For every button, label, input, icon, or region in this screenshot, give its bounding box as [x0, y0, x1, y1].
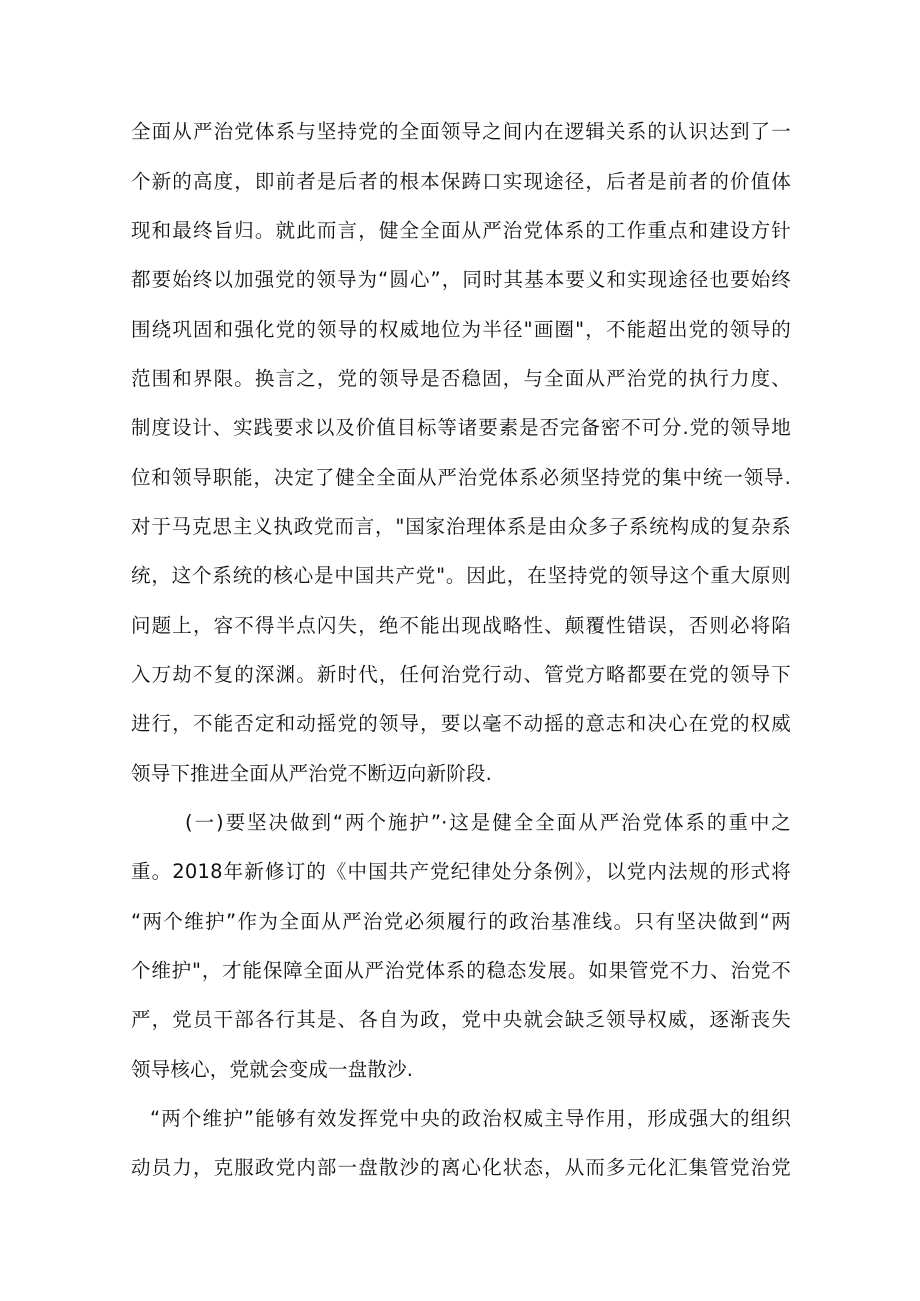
paragraph-line: 重。2018年新修订的《中国共产党纪律处分条例》，以党内法规的形式将 — [131, 860, 791, 883]
paragraph-line: 个新的高度，即前者是后者的根本保踌口实现途径，后者是前者的价值体 — [131, 170, 791, 193]
paragraph-line: 制度设计、实践要求以及价值目标等诸要素是否完备密不可分.党的领导地 — [131, 416, 791, 439]
paragraph-line: 严，党员干部各行其是、各自为政，党中央就会缺乏领导权威，逐渐丧失 — [131, 1008, 791, 1031]
paragraph-line: 全面从严治党体系与坚持党的全面领导之间内在逻辑关系的认识达到了一 — [131, 120, 791, 143]
paragraph-line: 位和领导职能，决定了健全全面从严治党体系必须坚持党的集中统一领导. — [131, 466, 791, 489]
paragraph-line: 范围和界限。换言之，党的领导是否稳固，与全面从严治党的执行力度、 — [131, 367, 791, 390]
paragraph-line: 统，这个系统的核心是中国共产党"。因此，在坚持党的领导这个重大原则 — [131, 564, 791, 587]
paragraph-line: 动员力，克服政党内部一盘散沙的离心化状态，从而多元化汇集管党治党 — [131, 1156, 791, 1179]
paragraph-line: 问题上，容不得半点闪失，绝不能出现战略性、颠覆性错误，否则必将陷 — [131, 614, 791, 637]
paragraph-line: 领导下推进全面从严治党不断迈向新阶段. — [131, 762, 492, 785]
paragraph-line: “两个维护”能够有效发挥党中央的政治权威主导作用，形成强大的组织 — [150, 1107, 791, 1130]
paragraph-line: 领导核心，党就会变成一盘散沙. — [131, 1058, 414, 1081]
paragraph-line: 对于马克思主义执政党而言，"国家治理体系是由众多子系统构成的复杂系 — [131, 515, 791, 538]
paragraph-line: “两个维护”作为全面从严治党必须履行的政治基准线。只有坚决做到“两 — [131, 910, 791, 933]
paragraph-line: 个维护"，才能保障全面从严治党体系的稳态发展。如果管党不力、治党不 — [131, 959, 791, 982]
paragraph-line: 现和最终旨归。就此而言，健全全面从严治党体系的工作重点和建设方针 — [131, 219, 791, 242]
paragraph-line: 进行，不能否定和动摇党的领导，要以毫不动摇的意志和决心在党的权威 — [131, 712, 791, 735]
paragraph-line: 围绕巩固和强化党的领导的权威地位为半径"画圈"，不能超出党的领导的 — [131, 318, 791, 341]
section-heading-line: (一)要坚决做到“两个施护”·这是健全全面从严治党体系的重中之 — [185, 811, 791, 834]
paragraph-line: 都要始终以加强党的领导为“圆心”，同时其基本要义和实现途径也要始终 — [131, 268, 791, 291]
paragraph-line: 入万劫不复的深渊。新时代，任何治党行动、管党方略都要在党的领导下 — [131, 663, 791, 686]
